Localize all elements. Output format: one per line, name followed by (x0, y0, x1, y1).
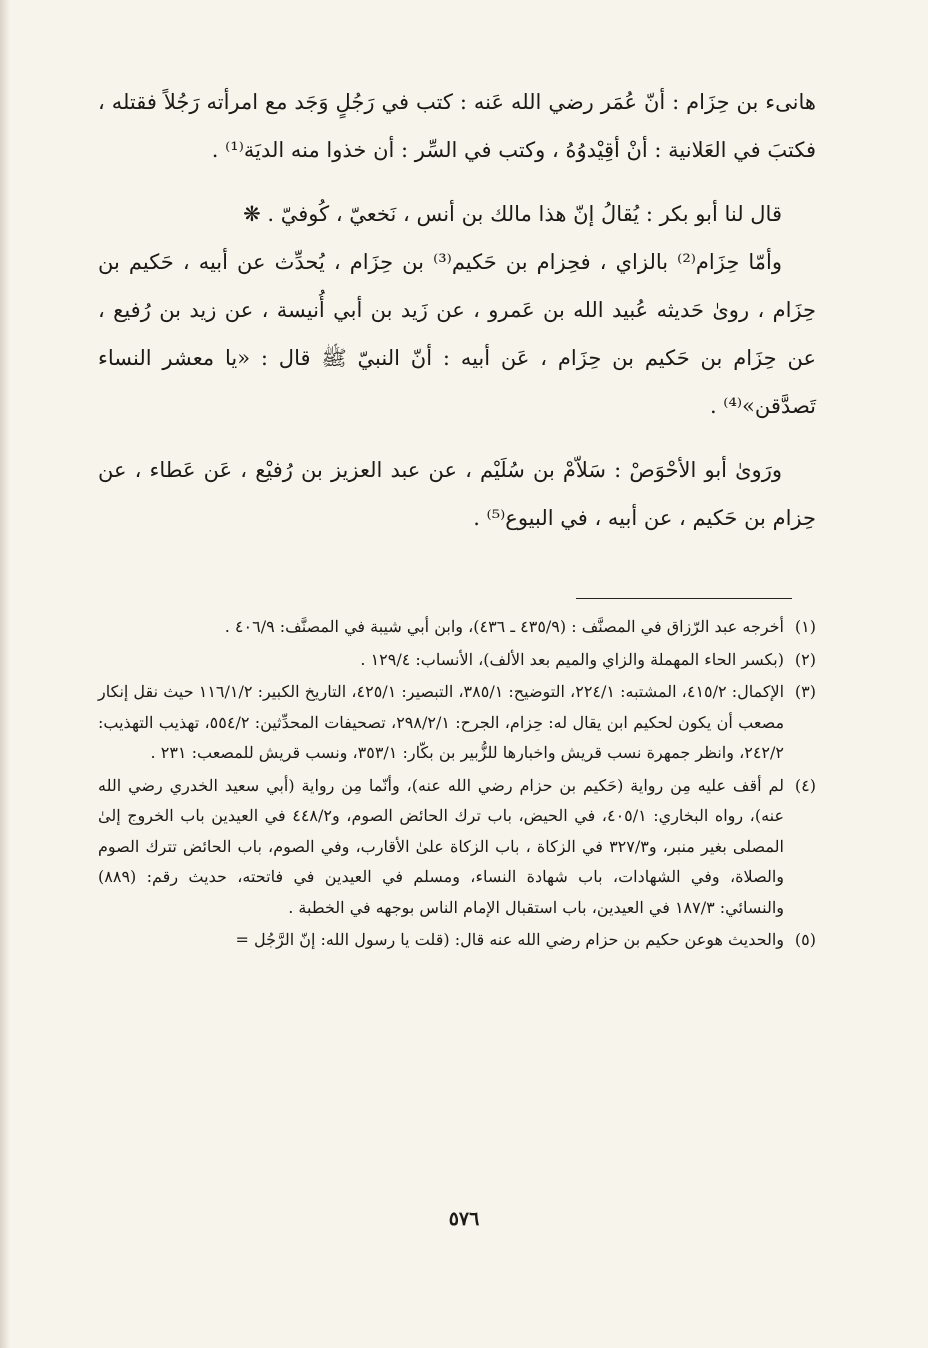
footnote-text: لم أقف عليه مِن رواية (حَكيم بن حزام رضي الله عنه)، وأنّما مِن رواية (أبي سعيد الخدري رضي الله عنه)، رواه البخاري: ٤٠٥/١، في الحيض، باب ترك الحائض الصوم، و٤٤٨/٢ في العيدين باب الخروج إلىٰ المصلى بغير منبر، و٣٢٧/٣ في الزكاة ، باب الزكاة علىٰ الأقارب، وفي الصوم، باب الحائض تترك الصوم والصلاة، وفي الشهادات، باب شهادة النساء، ومسلم في العيدين في فاتحته، حديث رقم: (٨٨٩) والنسائي: ١٨٧/٣ في العيدين، باب استقبال الإمام الناس بوجهه في الخطبة . (98, 775, 785, 917)
paragraph-3: وأمّا حِزَام⁽²⁾ بالزاي ، فحِزام بن حَكيم⁽³⁾ بن حِزَام ، يُحدِّث عن أبيه ، حَكيم بن حِزَام ، روىٰ حَديثه عُبيد الله بن عَمرو ، عن زَيد بن أبي أُنيسة ، عن زيد بن رُفيع ، عن حِزَام بن حَكيم بن حِزَام ، عَن أبيه : أنّ النبيّ ﷺ قال : «يا معشر النساء تَصدَّقن»⁽⁴⁾ . (98, 250, 816, 418)
main-body-text (98, 78, 816, 542)
footnote-number: (٢) (794, 649, 816, 669)
footnotes-section (98, 612, 816, 958)
scan-edge-shadow (0, 0, 10, 1348)
footnote-text: الإكمال: ٤١٥/٢، المشتبه: ٢٢٤/١، التوضيح: ٣٨٥/١، التبصير: ٤٢٥/١، التاريخ الكبير: ١١٦/١/٢ حيث نقل إنكار مصعب أن يكون لحكيم ابن يقال له: حِزام، الجرح: ٢٩٨/٢/١، تصحيفات المحدِّثين: ٥٥٤/٢، تهذيب التهذيب: ٢٤٢/٢، وانظر جمهرة نسب قريش واخبارها للزُّبير بن بكّار: ٣٥٣/١، ونسب قريش للمصعب: ٢٣١ . (98, 682, 785, 762)
paragraph-2: قال لنا أبو بكر : يُقالُ إنّ هذا مالك بن أنس ، نَخعيّ ، كُوفيّ . ❋ (243, 202, 782, 226)
paragraph-4: ورَوىٰ أبو الأحْوَصْ : سَلاّمْ بن سُلَيْم ، عن عبد العزيز بن رُفيْع ، عَن عَطاء ، عن حِزام بن حَكيم ، عن أبيه ، في البيوع⁽⁵⁾ . (98, 458, 816, 530)
footnote-1 (98, 612, 816, 643)
footnote-4 (98, 771, 816, 924)
footnote-3 (98, 677, 816, 769)
paragraph-1: هانىء بن حِزَام : أنّ عُمَر رضي الله عَنه : كتب في رَجُلٍ وَجَد مع امرأته رَجُلاً فقتله ، فكتبَ في العَلانية : أنْ أقِيْدوُهُ ، وكتب في السِّر : أن خذوا منه الديَة⁽¹⁾ . (98, 90, 816, 162)
footnote-number: (١) (794, 617, 816, 636)
footnote-5 (98, 925, 816, 956)
footnote-number: (٣) (794, 682, 816, 701)
footnote-text: والحديث هوعن حكيم بن حزام رضي الله عنه قال: (قلت يا رسول الله: إنّ الرَّجُل = (235, 930, 784, 949)
footnote-number: (٤) (794, 775, 816, 795)
page-number: ٥٧٦ (448, 1208, 480, 1230)
footnote-separator-rule (576, 598, 792, 599)
footnote-2 (98, 645, 816, 676)
footnote-text: أخرجه عبد الرّزاق في المصنَّف : (٤٣٥/٩ ـ ٤٣٦)، وابن أبي شيبة في المصنَّف: ٤٠٦/٩ . (224, 617, 784, 636)
footnote-number: (٥) (794, 930, 816, 949)
footnote-text: (بكسر الحاء المهملة والزاي والميم بعد الألف)، الأنساب: ١٢٩/٤ . (360, 649, 784, 669)
